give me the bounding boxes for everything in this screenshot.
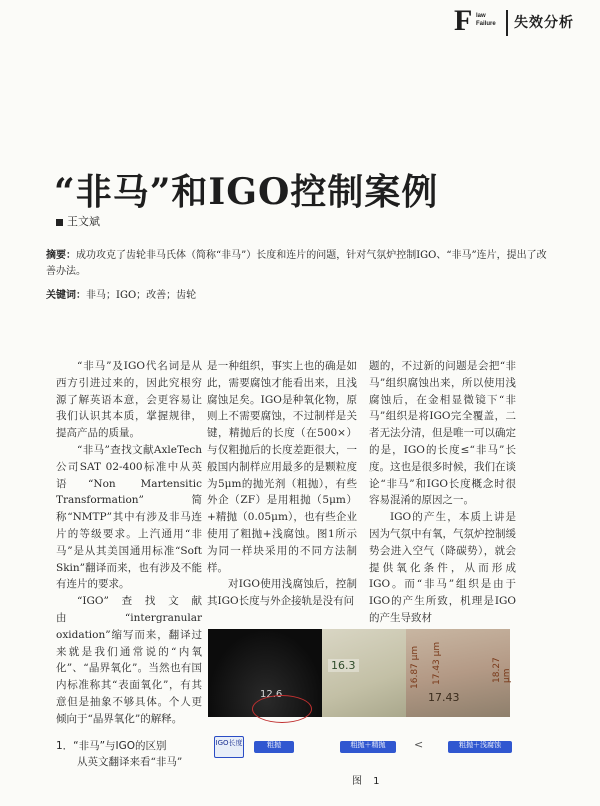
legend-rough-etch: 粗抛＋浅腐蚀 — [448, 741, 512, 753]
body-column-3 — [369, 358, 516, 627]
abstract — [46, 248, 556, 280]
keywords-text: 非马；IGO；改善；齿轮 — [86, 290, 197, 301]
abstract-text: 成功攻克了齿轮非马氏体（简称“非马”）长度和连片的问题，针对气氛炉控制IGO、“非马”连片，提出了改善办法。 — [46, 250, 547, 277]
paragraph: “非马”及IGO代名词是从西方引进过来的，因此究根穷源了解英语本意，会更容易让我们认识其本质，掌握规律，提高产品的质量。 — [56, 360, 202, 440]
legend-igo-length: IGO长度 — [214, 736, 244, 758]
body-column-2 — [207, 358, 357, 610]
micrograph-2-label: 16.3 — [328, 659, 359, 672]
paragraph: 对IGO使用浅腐蚀后，控制其IGO长度与外企接轨是没有问 — [207, 578, 357, 608]
keywords-label: 关键词： — [46, 290, 86, 301]
author-bullet — [56, 219, 63, 226]
micrograph-rough-polish — [208, 629, 324, 717]
measurement-label: 17.43 μm — [432, 641, 442, 685]
header-divider — [506, 10, 508, 36]
paragraph: 题的，不过新的问题是会把“非马”组织腐蚀出来，所以使用浅腐蚀后，在金相显微镜下“非马”组织是将IGO完全覆盖，二者无法分清，但是唯一可以确定的是，IGO的长度≤“非马”长度。这也是很多时候，我们在谈论“非马”和IGO长度概念时很容易混淆的原因之一。 — [369, 360, 516, 507]
legend-rough-fine-polish: 粗抛＋精抛 — [340, 741, 396, 753]
magazine-logo-subtitle — [476, 12, 496, 28]
measurement-label: 16.87 μm — [410, 645, 420, 689]
body-column-1 — [56, 358, 202, 771]
paragraph: 从英文翻译来看“非马” — [77, 756, 183, 769]
paragraph: “非马”查找文献AxleTech公司SAT 02-400标准中从英语“Non Martensitic Transformation”简称“NMTP”其中有涉及非马连片的等级要求。上汽通用“非马”是从其美国通用标准“Soft Skin”翻译而来，也有涉及不能有连片的要求。 — [56, 443, 202, 591]
measurement-label: 18.27 μm — [492, 657, 512, 683]
author-name: 王文斌 — [67, 215, 100, 228]
keywords — [46, 288, 556, 304]
legend-less-than: < — [414, 738, 424, 751]
paragraph: “IGO”查找文献由“intergranular oxidation”缩写而来，翻译过来就是我们通常说的“内氧化”、“晶界氧化”。当然也有国内标准称其“表面氧化”，有其意但是抽象不够具体。个人更倾向于“晶界氧化”的解释。 — [56, 595, 202, 725]
section-heading: 1．“非马”与IGO的区别 — [56, 739, 167, 752]
legend-rough-polish: 粗抛 — [254, 741, 294, 753]
logo-sub-line-1: law — [476, 13, 486, 19]
figure-caption: 图 1 — [352, 776, 384, 787]
highlight-ellipse — [252, 695, 312, 723]
paragraph: IGO的产生，本质上讲是因为气氛中有氧，气氛炉控制缓势会进入空气（降碳势），就会提供氧化条件，从而形成IGO。而“非马”组织是由于IGO的产生所致，机理是IGO的产生导致材 — [369, 511, 516, 624]
micrograph-1-label: 12.6 — [260, 689, 283, 700]
paragraph: 是一种组织，事实上也的确是如此，需要腐蚀才能看出来，且浅腐蚀足矣。IGO是种氧化物，原则上不需要腐蚀，不过制样是关键，精抛后的长度（在500×）与仅粗抛后的长度差距很大，一般国内制样应用最多的是颗粒度为5μm的抛光剂（粗抛），有些外企（ZF）是用粗抛（5μm）+精抛（0.05μm），也有些企业使用了粗抛+浅腐蚀。图1所示为同一样块采用的不同方法制样。 — [207, 360, 357, 574]
logo-sub-line-2: Failure — [476, 21, 496, 27]
section-name: 失效分析 — [514, 15, 574, 31]
micrograph-fine-polish — [322, 629, 408, 717]
magazine-logo: F — [454, 4, 473, 37]
article-title: “非马”和IGO控制案例 — [54, 171, 439, 213]
micrograph-3-label: 17.43 — [428, 691, 460, 704]
micrograph-etched — [406, 629, 510, 717]
abstract-label: 摘要： — [46, 250, 76, 261]
